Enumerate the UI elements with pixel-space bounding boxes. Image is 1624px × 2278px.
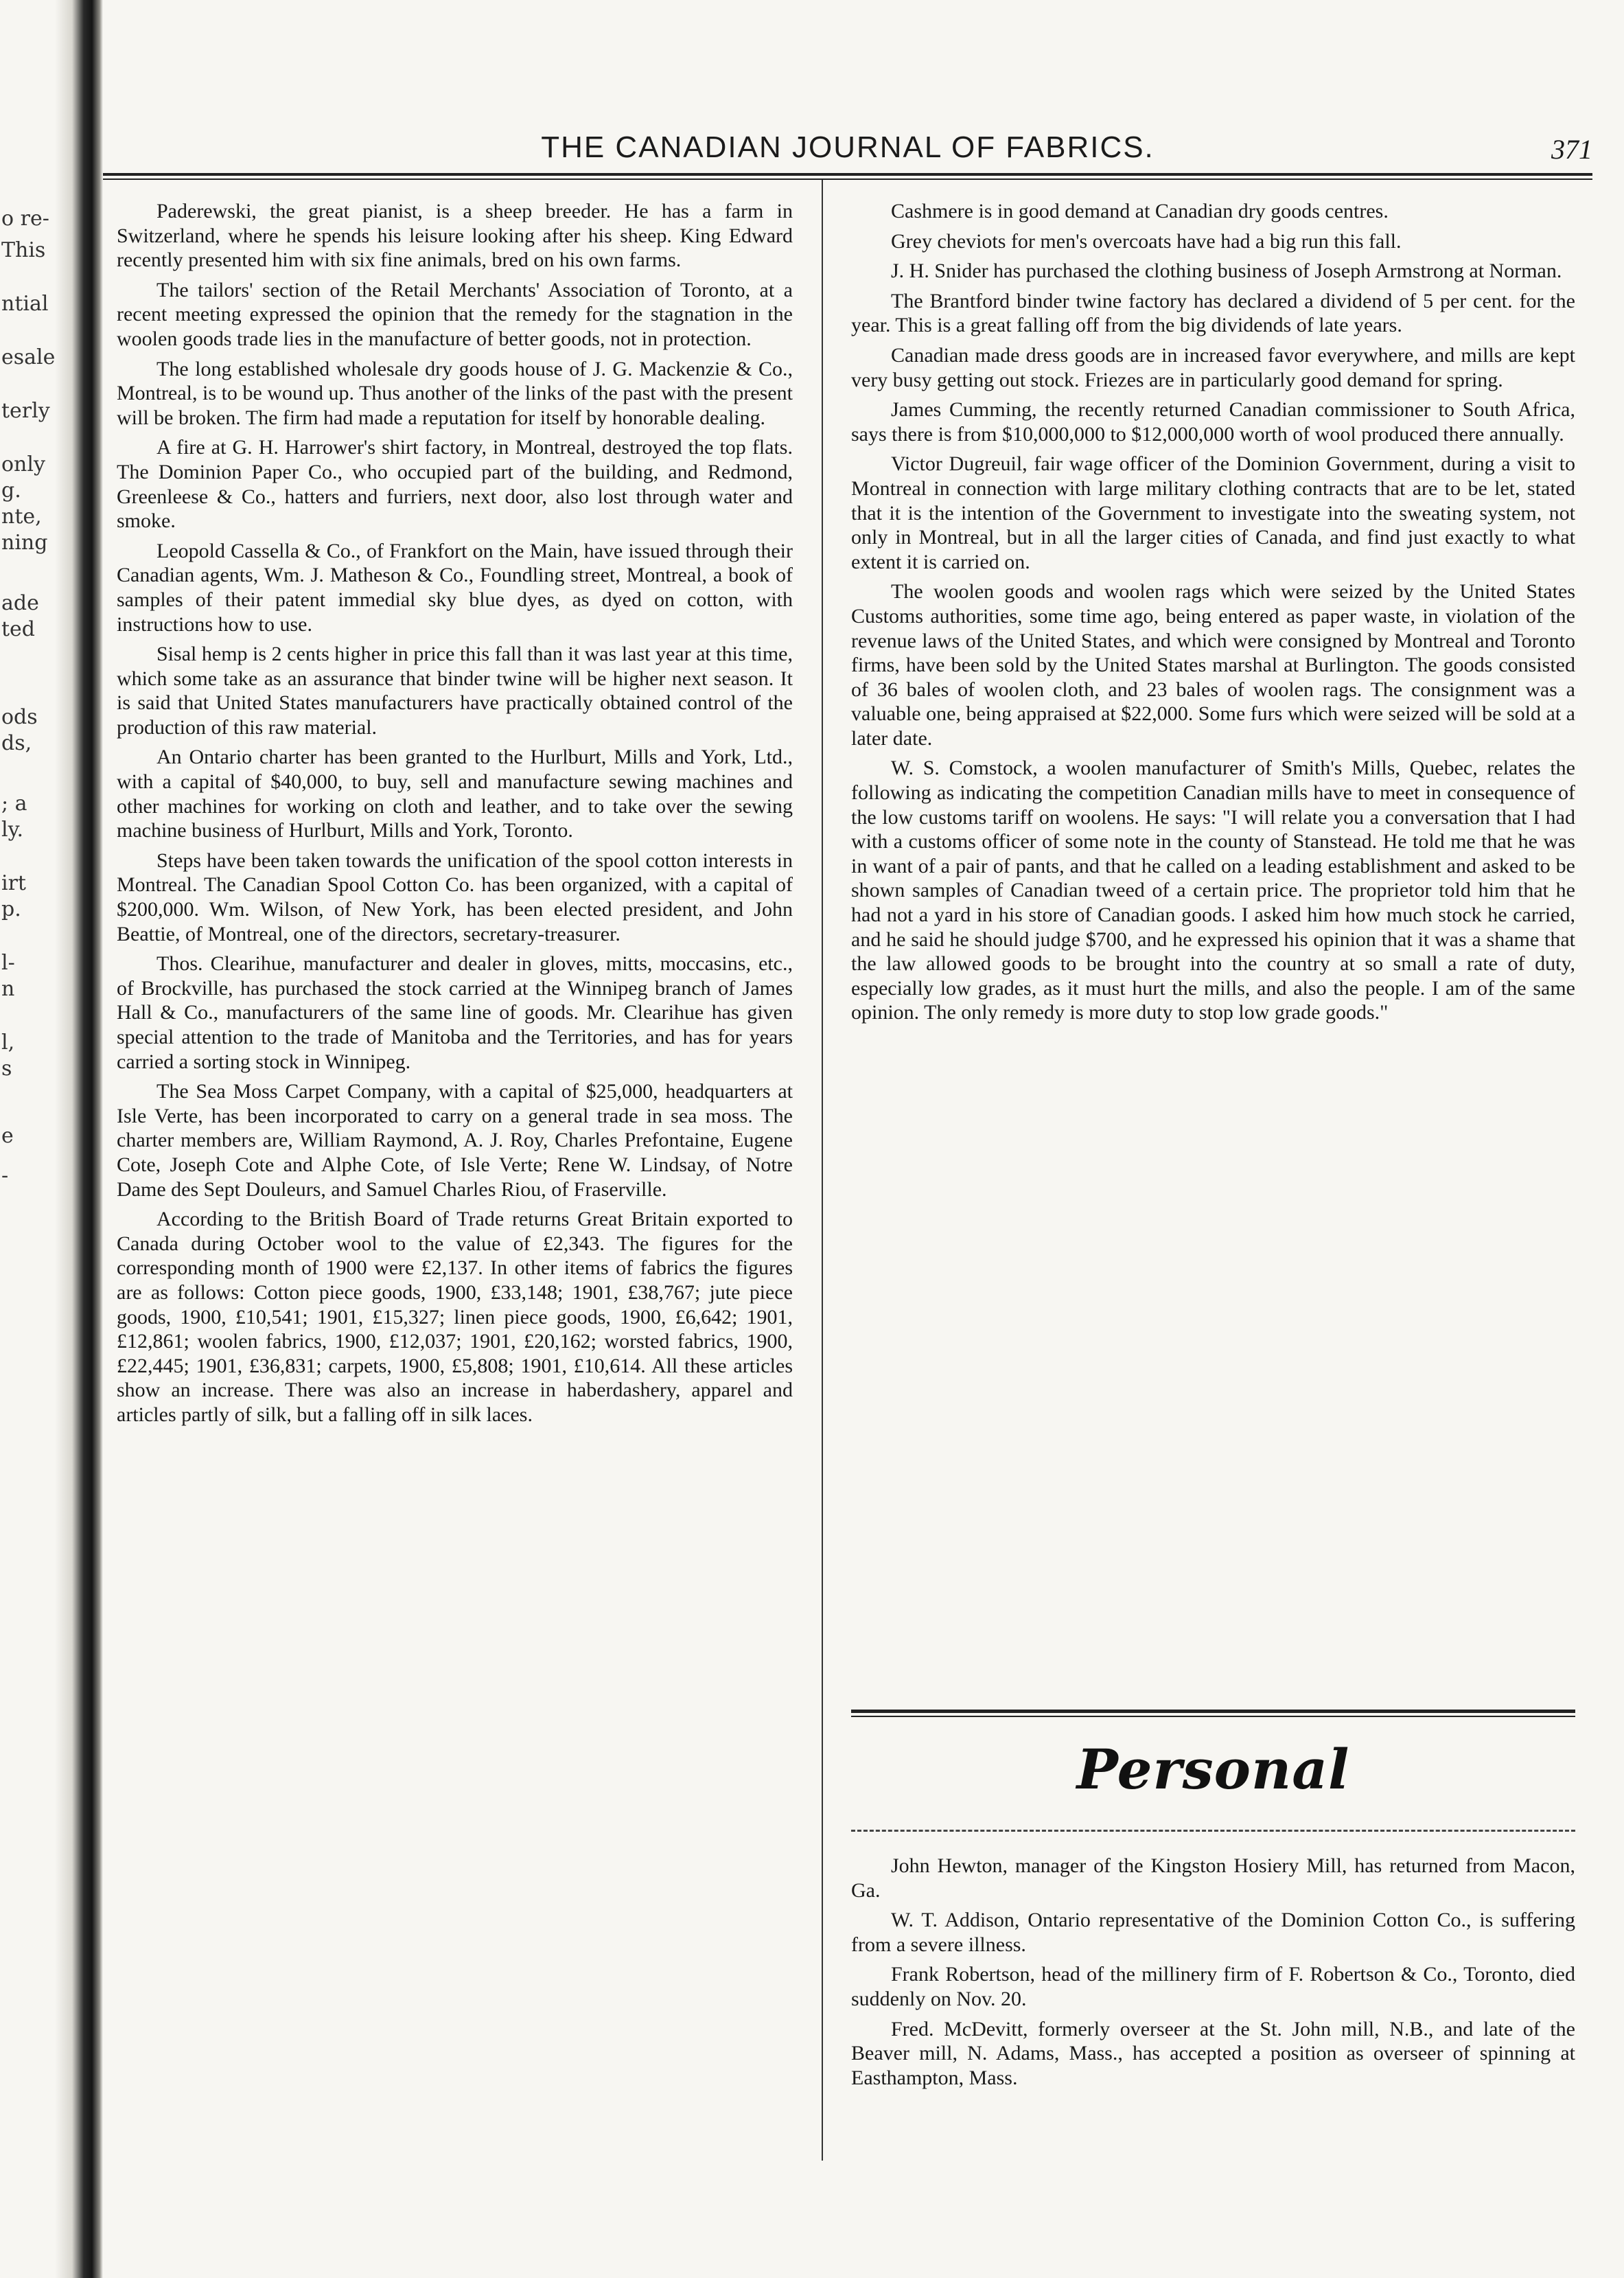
personal-section: [851, 1854, 1575, 2095]
page-header: [103, 130, 1592, 172]
left-margin-fragments: [1, 206, 63, 1189]
margin-fragment: o re-: [1, 207, 49, 231]
personal-heading: [851, 1737, 1575, 1813]
news-paragraph: An Ontario charter has been granted to the Hurlburt, Mills and York, Ltd., with a capital of $40,000, to buy, sell and manufacture sewing machines and other machines for working on cloth and leather, and to take over the sewing machine business of Hurlburt, Mills and York, Toronto.: [117, 746, 793, 842]
personal-item: John Hewton, manager of the Kingston Hosiery Mill, has returned from Macon, Ga.: [851, 1854, 1575, 1902]
news-paragraph: Thos. Clearihue, manufacturer and dealer in gloves, mitts, moccasins, etc., of Brockville, has purchased the stock carried at the Winnipeg branch of James Hall & Co., manufacturers of the same line of goods. Mr. Clearihue has given special attention to the trade of Manitoba and the Territories, and has for years carried a sorting stock in Winnipeg.: [117, 952, 793, 1073]
margin-fragment: ly.: [1, 818, 24, 842]
margin-fragment: nte,: [1, 505, 42, 529]
page-number: 371: [1551, 134, 1592, 165]
personal-item: W. T. Addison, Ontario representative of the Dominion Cotton Co., is suffering from a severe illness.: [851, 1909, 1575, 1956]
news-paragraph: The Sea Moss Carpet Company, with a capital of $25,000, headquarters at Isle Verte, has been incorporated to carry on a general trade in sea moss. The charter members are, William Raymond, A. J. Roy, Charles Prefontaine, Eugene Cote, Joseph Cote and Alphe Cote, of Isle Verte; Rene W. Lindsay, of Notre Dame des Sept Douleurs, and Samuel Charles Riou, of Fraserville.: [117, 1080, 793, 1201]
margin-fragment: ted: [1, 617, 36, 641]
personal-item: Fred. McDevitt, formerly overseer at the St. John mill, N.B., and late of the Beaver mill, N. Adams, Mass., has accepted a position as overseer of spinning at Easthampton, Mass.: [851, 2017, 1575, 2089]
margin-fragment: ; a: [1, 792, 27, 816]
margin-fragment: ade: [1, 591, 39, 615]
news-paragraph: Canadian made dress goods are in increased favor everywhere, and mills are kept very busy getting out stock. Friezes are in particularly good demand for spring.: [851, 343, 1575, 391]
news-paragraph: W. S. Comstock, a woolen manufacturer of Smith's Mills, Quebec, relates the following as indicating the competition Canadian mills have to meet in consequence of the low customs tariff on woolens. He says: "I will relate you a conversation that I had with a customs officer of some note in the county of Stanstead. He told me that he was in want of a pair of pants, and that he called on a leading establishment and asked to be shown samples of Canadian tweed of a certain price. The proprietor told him that he had not a yard in his store of Canadian goods. I asked him how much stock he carried, and he said he should judge $700, and he expressed his opinion that it was a shame that the law allowed goods to be brought into the country at so small a rate of duty, especially low grades, as it must hurt the mills, and also the people. I am of the same opinion. The only remedy is more duty to stop low grade goods.": [851, 757, 1575, 1024]
news-paragraph: Paderewski, the great pianist, is a sheep breeder. He has a farm in Switzerland, where he spends his leisure looking after his sheep. King Edward recently presented him with six fine animals, bred on his own farms.: [117, 200, 793, 272]
personal-item: Frank Robertson, head of the millinery firm of F. Robertson & Co., Toronto, died suddenly on Nov. 20.: [851, 1963, 1575, 2010]
margin-fragment: e: [1, 1124, 14, 1148]
margin-fragment: p.: [1, 897, 21, 921]
news-paragraph: The woolen goods and woolen rags which were seized by the United States Customs authorities, some time ago, being entered as paper waste, in violation of the revenue laws of the United States, and which were consigned by Montreal and Toronto firms, have been sold by the United States marshal at Burlington. The goods consisted of 36 bales of woolen cloth, and 23 bales of woolen rags. The consignment was a valuable one, being appraised at $22,000. Some furs which were seized will be sold at a later date.: [851, 580, 1575, 750]
section-rule-dashed: [851, 1830, 1575, 1832]
news-paragraph: A fire at G. H. Harrower's shirt factory, in Montreal, destroyed the top flats. The Dominion Paper Co., who occupied part of the building, and Redmond, Greenleese & Co., hatters and furriers, next door, also lost through water and smoke.: [117, 436, 793, 533]
margin-fragment: l,: [1, 1031, 15, 1055]
margin-fragment: ning: [1, 531, 48, 555]
margin-fragment: l-: [1, 951, 15, 975]
news-paragraph: J. H. Snider has purchased the clothing business of Joseph Armstrong at Norman.: [891, 260, 1562, 283]
news-paragraph: Steps have been taken towards the unification of the spool cotton interests in Montreal. The Canadian Spool Cotton Co. has been organized, with a capital of $200,000. Wm. Wilson, of New York, has been elected president, and John Beattie, of Montreal, one of the directors, secretary-treasurer.: [117, 849, 793, 945]
news-paragraph: Leopold Cassella & Co., of Frankfort on the Main, have issued through their Canadian agents, Wm. J. Matheson & Co., Foundling street, Montreal, a book of samples of their patent immedial sky blue dyes, as dyed on cotton, with instructions how to use.: [117, 539, 793, 636]
margin-fragment: esale: [1, 345, 56, 369]
right-column: [851, 199, 1575, 1031]
news-paragraph: Cashmere is in good demand at Canadian dry goods centres.: [891, 200, 1389, 222]
news-paragraph: The Brantford binder twine factory has declared a dividend of 5 per cent. for the year. This is a great falling off from the big dividends of late years.: [851, 289, 1575, 337]
margin-fragment: ds,: [1, 731, 32, 755]
news-paragraph: James Cumming, the recently returned Canadian commissioner to South Africa, says there is from $10,000,000 to $12,000,000 worth of wool produced there annually.: [851, 398, 1575, 446]
news-paragraph: The tailors' section of the Retail Merchants' Association of Toronto, at a recent meeting expressed the opinion that the remedy for the stagnation in the woolen goods trade lies in the manufacture of better goods, not in protection.: [117, 278, 793, 350]
left-column: [117, 199, 793, 1433]
personal-heading-text: Personal: [1076, 1737, 1350, 1802]
header-rule: [103, 173, 1592, 180]
column-divider: [822, 180, 823, 2161]
news-paragraph: Victor Dugreuil, fair wage officer of the Dominion Government, during a visit to Montreal in connection with large military clothing contracts that are to be let, stated that it is the intention of the Government to investigate into the sweating system, not only in Montreal, but in all the larger cities of Canada, and find just exactly to what extent it is carried on.: [851, 452, 1575, 573]
news-paragraph: The long established wholesale dry goods house of J. G. Mackenzie & Co., Montreal, is to be wound up. Thus another of the links of the past with the present will be broken. The firm had made a reputation for itself by honorable dealing.: [117, 357, 793, 429]
margin-fragment: irt: [1, 871, 26, 895]
margin-fragment: s: [1, 1057, 12, 1081]
news-paragraph: Grey cheviots for men's overcoats have had a big run this fall.: [891, 229, 1402, 253]
news-paragraph: According to the British Board of Trade returns Great Britain exported to Canada during October wool to the value of £2,343. The figures for the corresponding month of 1900 were £2,137. In other items of fabrics the figures are as follows: Cotton piece goods, 1900, £33,148; 1901, £38,767; jute piece goods, 1900, £10,541; 1901, £15,327; linen piece goods, 1900, £6,642; 1901, £12,861; woolen fabrics, 1900, £12,037; 1901, £20,162; worsted fabrics, 1900, £22,445; 1901, £36,831; carpets, 1900, £5,808; 1901, £10,614. All these articles show an increase. There was also an increase in haberdashery, apparel and articles partly of silk, but a falling off in silk laces.: [117, 1208, 793, 1426]
margin-fragment: ntial: [1, 292, 49, 316]
margin-fragment: -: [1, 1164, 9, 1188]
margin-fragment: n: [1, 977, 15, 1001]
margin-fragment: only: [1, 452, 45, 476]
news-paragraph: Sisal hemp is 2 cents higher in price this fall than it was last year at this time, which some take as an assurance that binder twine will be higher next season. It is said that United States manufacturers have practically obtained control of the production of this raw material.: [117, 643, 793, 739]
margin-fragment: g.: [1, 479, 21, 503]
margin-fragment: This: [1, 238, 46, 262]
margin-fragment: terly: [1, 399, 50, 423]
section-rule-top: [851, 1710, 1575, 1717]
journal-title: THE CANADIAN JOURNAL OF FABRICS.: [541, 130, 1155, 164]
margin-fragment: ods: [1, 705, 38, 729]
